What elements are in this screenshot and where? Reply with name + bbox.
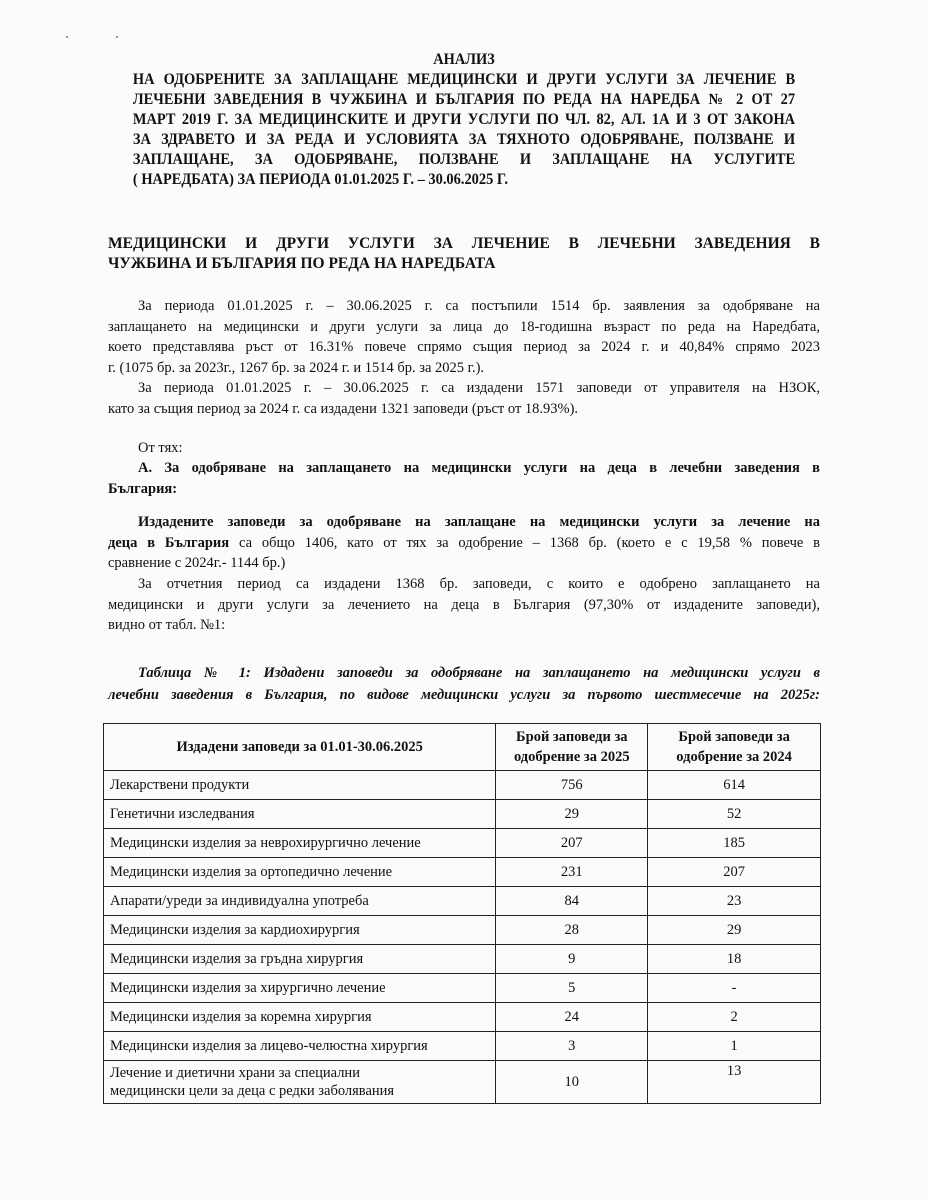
value-2025: 24: [496, 1003, 648, 1032]
table-header-row: [104, 724, 821, 771]
title-line: ЗА ЗДРАВЕТО И ЗА РЕДА И УСЛОВИЯТА ЗА ТЯХНОТО ОДОБРЯВАНЕ, ПОЛЗВАНЕ И: [132, 131, 796, 148]
value-2025: 231: [496, 858, 648, 887]
section-heading: [108, 234, 820, 274]
value-2025: 84: [496, 887, 648, 916]
table-row: [104, 771, 821, 800]
table-row: [104, 945, 821, 974]
row-label-line: Лечение и диетични храни за специални: [110, 1065, 360, 1081]
table-row: [104, 800, 821, 829]
section-heading-line: ЧУЖБИНА И БЪЛГАРИЯ ПО РЕДА НА НАРЕДБАТА: [108, 255, 496, 272]
paragraph-line: [108, 533, 820, 554]
value-2025: 5: [496, 974, 648, 1003]
value-2024: 1: [648, 1032, 821, 1061]
scan-speck: [66, 36, 68, 38]
title-line: МАРТ 2019 Г. ЗА МЕДИЦИНСКИТЕ И ДРУГИ УСЛУГИ ПО ЧЛ. 82, АЛ. 1А И 3 ОТ ЗАКОНА: [132, 111, 796, 128]
title-line: ( НАРЕДБАТА) ЗА ПЕРИОДА 01.01.2025 Г. – 30.06.2025 Г.: [132, 171, 509, 188]
paragraph-line: заплащането на медицински и други услуги за лица до 18-годишна възраст по реда на Наредбата,: [108, 318, 820, 335]
caption-line: Таблица № 1: Издадени заповеди за одобряване на заплащането на медицински услуги в: [138, 665, 820, 681]
from-them-label: [108, 438, 820, 459]
row-label: Генетични изследвания: [104, 800, 496, 829]
row-label: Медицински изделия за коремна хирургия: [104, 1003, 496, 1032]
paragraph-line: Издадените заповеди за одобряване на заплащане на медицински услуги за лечение на: [138, 514, 820, 530]
from-them-text: От тях:: [138, 440, 183, 456]
value-2024: 2: [648, 1003, 821, 1032]
value-2024: -: [648, 974, 821, 1003]
value-2025: 9: [496, 945, 648, 974]
value-2024: 207: [648, 858, 821, 887]
title-line: ЗАПЛАЩАНЕ, ЗА ОДОБРЯВАНЕ, ПОЛЗВАНЕ И ЗАПЛАЩАНЕ НА УСЛУГИТЕ: [132, 151, 796, 168]
orders-table: [103, 723, 821, 1104]
table-row: [104, 1061, 821, 1104]
table-row: [104, 1032, 821, 1061]
paragraph-text: са общо 1406, като от тях за одобрение – 1368 бр. (което е с 19,58 % повече в: [229, 534, 820, 551]
row-label: Медицински изделия за ортопедично лечение: [104, 858, 496, 887]
value-2025: 207: [496, 829, 648, 858]
paragraph-line: За периода 01.01.2025 г. – 30.06.2025 г. са постъпили 1514 бр. заявления за одобряване на: [138, 298, 820, 314]
table-row: [104, 916, 821, 945]
row-label: [104, 1061, 496, 1104]
value-2024: 52: [648, 800, 821, 829]
header-2025: Брой заповеди за одобрение за 2025: [496, 724, 648, 771]
subsection-line: България:: [108, 480, 178, 497]
paragraph-applications: [108, 296, 820, 378]
header-2024: Брой заповеди за одобрение за 2024: [648, 724, 821, 771]
paragraph-line: За отчетния период са издадени 1368 бр. заповеди, с които е одобрено заплащането на: [138, 576, 820, 592]
table-row: [104, 858, 821, 887]
value-2024: 18: [648, 945, 821, 974]
value-2024: 13: [648, 1061, 821, 1104]
table-row: [104, 1003, 821, 1032]
paragraph-orders: [108, 378, 820, 419]
value-2024: 23: [648, 887, 821, 916]
paragraph-line: което представлява ръст от 16.31% повече спрямо същия период за 2024 г. и 40,84% спрямо 2023: [108, 339, 820, 355]
caption-line: лечебни заведения в България, по видове медицински услуги за първото шестмесечие на 2025г:: [108, 687, 820, 703]
title-line: ЛЕЧЕБНИ ЗАВЕДЕНИЯ В ЧУЖБИНА И БЪЛГАРИЯ ПО РЕДА НА НАРЕДБА № 2 ОТ 27: [132, 91, 796, 108]
bold-phrase: деца в България: [108, 534, 230, 551]
document-title: [133, 50, 795, 190]
row-label: Медицински изделия за неврохирургично лечение: [104, 829, 496, 858]
value-2024: 185: [648, 829, 821, 858]
paragraph-line: За периода 01.01.2025 г. – 30.06.2025 г. са издадени 1571 заповеди от управителя на НЗОК,: [138, 380, 820, 396]
table-caption: [108, 662, 820, 706]
paragraph-line: сравнение с 2024г.- 1144 бр.): [108, 555, 286, 571]
paragraph-line: г. (1075 бр. за 2023г., 1267 бр. за 2024 г. и 1514 бр. за 2025 г.).: [108, 359, 485, 376]
value-2024: 614: [648, 771, 821, 800]
row-label: Медицински изделия за хирургично лечение: [104, 974, 496, 1003]
table-row: [104, 887, 821, 916]
section-heading-line: МЕДИЦИНСКИ И ДРУГИ УСЛУГИ ЗА ЛЕЧЕНИЕ В ЛЕЧЕБНИ ЗАВЕДЕНИЯ В: [108, 235, 820, 252]
value-2025: 3: [496, 1032, 648, 1061]
title-heading: АНАЛИЗ: [433, 51, 495, 68]
header-category: Издадени заповеди за 01.01-30.06.2025: [104, 724, 496, 771]
row-label-line: медицински цели за деца с редки заболявания: [110, 1083, 395, 1099]
value-2025: 29: [496, 800, 648, 829]
value-2025: 756: [496, 771, 648, 800]
title-line: НА ОДОБРЕНИТЕ ЗА ЗАПЛАЩАНЕ МЕДИЦИНСКИ И ДРУГИ УСЛУГИ ЗА ЛЕЧЕНИЕ В: [132, 71, 796, 88]
table-row: [104, 829, 821, 858]
value-2025: 10: [496, 1061, 648, 1104]
paragraph-bulgaria-orders: [108, 512, 820, 574]
paragraph-line: видно от табл. №1:: [108, 617, 226, 633]
table-row: [104, 974, 821, 1003]
subsection-a-heading: [108, 458, 820, 499]
row-label: Апарати/уреди за индивидуална употреба: [104, 887, 496, 916]
paragraph-reporting-period: [108, 574, 820, 636]
row-label: Медицински изделия за гръдна хирургия: [104, 945, 496, 974]
paragraph-line: като за същия период за 2024 г. са издадени 1321 заповеди (ръст от 18.93%).: [108, 400, 579, 417]
row-label: Медицински изделия за кардиохирургия: [104, 916, 496, 945]
paragraph-line: медицински и други услуги за лечението на деца в България (97,30% от издадените заповеди),: [108, 596, 820, 613]
row-label: Лекарствени продукти: [104, 771, 496, 800]
value-2024: 29: [648, 916, 821, 945]
row-label: Медицински изделия за лицево-челюстна хирургия: [104, 1032, 496, 1061]
scan-speck: [116, 36, 118, 38]
value-2025: 28: [496, 916, 648, 945]
subsection-line: А. За одобряване на заплащането на медицински услуги на деца в лечебни заведения в: [138, 460, 820, 476]
